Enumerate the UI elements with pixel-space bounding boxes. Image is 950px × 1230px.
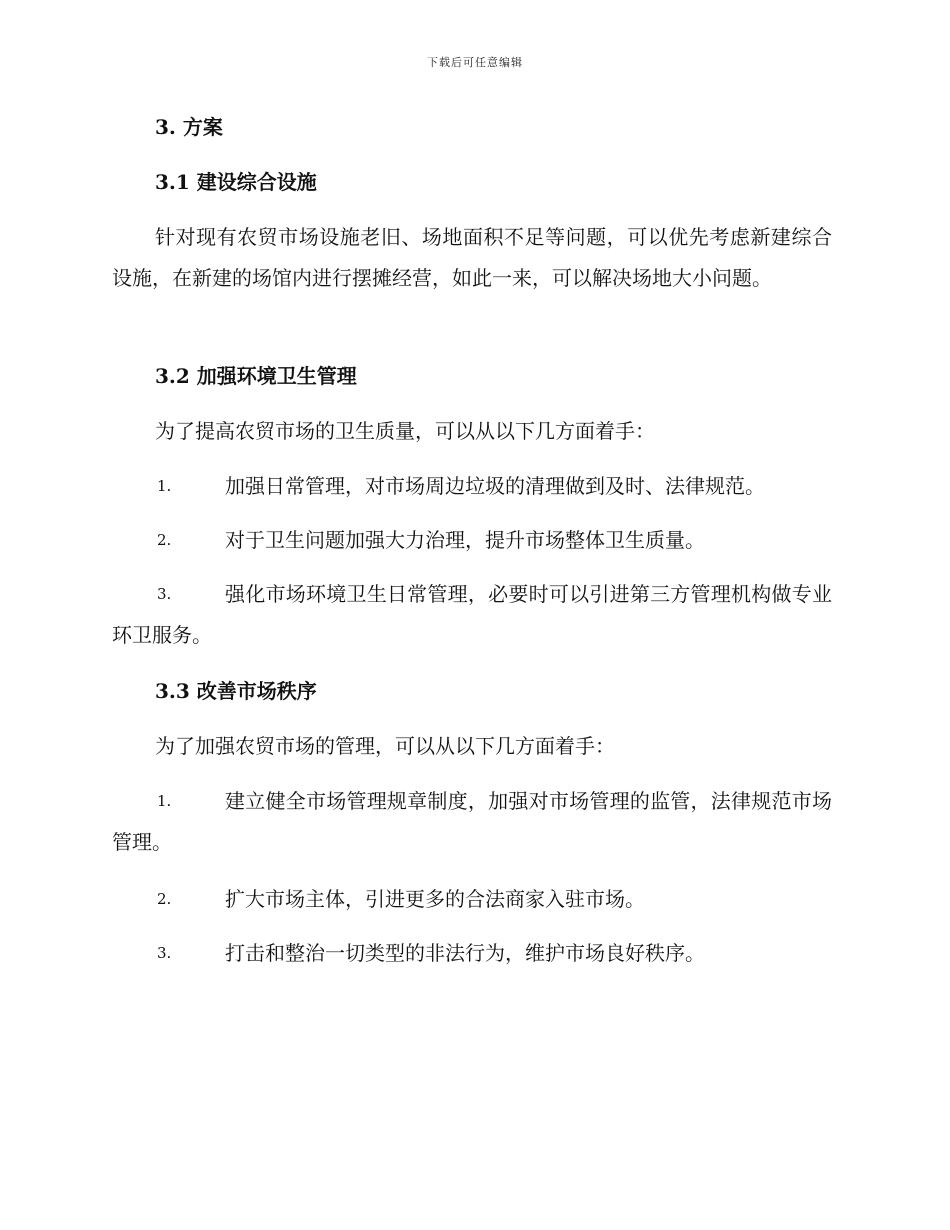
section-title: 3. 方案 bbox=[155, 115, 223, 139]
paragraph-3-1: 针对现有农贸市场设施老旧、场地面积不足等问题，可以优先考虑新建综合设施，在新建的场馆内进行摆摊经营，如此一来，可以解决场地大小问题。 bbox=[112, 225, 832, 290]
intro-3-3: 为了加强农贸市场的管理，可以从以下几方面着手： bbox=[155, 734, 615, 758]
list-item-text: 强化市场环境卫生日常管理，必要时可以引进第三方管理机构做专业环卫服务。 bbox=[112, 582, 832, 647]
list-item bbox=[112, 466, 832, 507]
list-item-text: 扩大市场主体，引进更多的合法商家入驻市场。 bbox=[225, 887, 645, 911]
list-item-text: 对于卫生问题加强大力治理，提升市场整体卫生质量。 bbox=[225, 528, 705, 552]
list-item-number: 1. bbox=[157, 792, 172, 810]
list-item bbox=[112, 520, 832, 561]
intro-3-2: 为了提高农贸市场的卫生质量，可以从以下几方面着手： bbox=[155, 419, 655, 443]
list-item bbox=[112, 781, 832, 863]
list-item bbox=[112, 933, 832, 974]
list-item-number: 2. bbox=[157, 531, 172, 549]
subsection-title-3-3: 3.3 改善市场秩序 bbox=[155, 679, 317, 703]
list-item-number: 2. bbox=[157, 890, 172, 908]
subsection-title-3-2: 3.2 加强环境卫生管理 bbox=[155, 364, 357, 388]
list-item bbox=[112, 879, 832, 920]
list-item-text: 打击和整治一切类型的非法行为，维护市场良好秩序。 bbox=[225, 941, 705, 965]
list-item bbox=[112, 574, 832, 656]
header-note: 下载后可任意编辑 bbox=[427, 56, 523, 69]
list-item-number: 1. bbox=[157, 477, 172, 495]
list-item-number: 3. bbox=[157, 585, 172, 603]
list-item-number: 3. bbox=[157, 944, 172, 962]
subsection-title-3-1: 3.1 建设综合设施 bbox=[155, 170, 317, 194]
list-item-text: 加强日常管理，对市场周边垃圾的清理做到及时、法律规范。 bbox=[225, 474, 765, 498]
list-item-text: 建立健全市场管理规章制度，加强对市场管理的监管，法律规范市场管理。 bbox=[112, 789, 832, 854]
